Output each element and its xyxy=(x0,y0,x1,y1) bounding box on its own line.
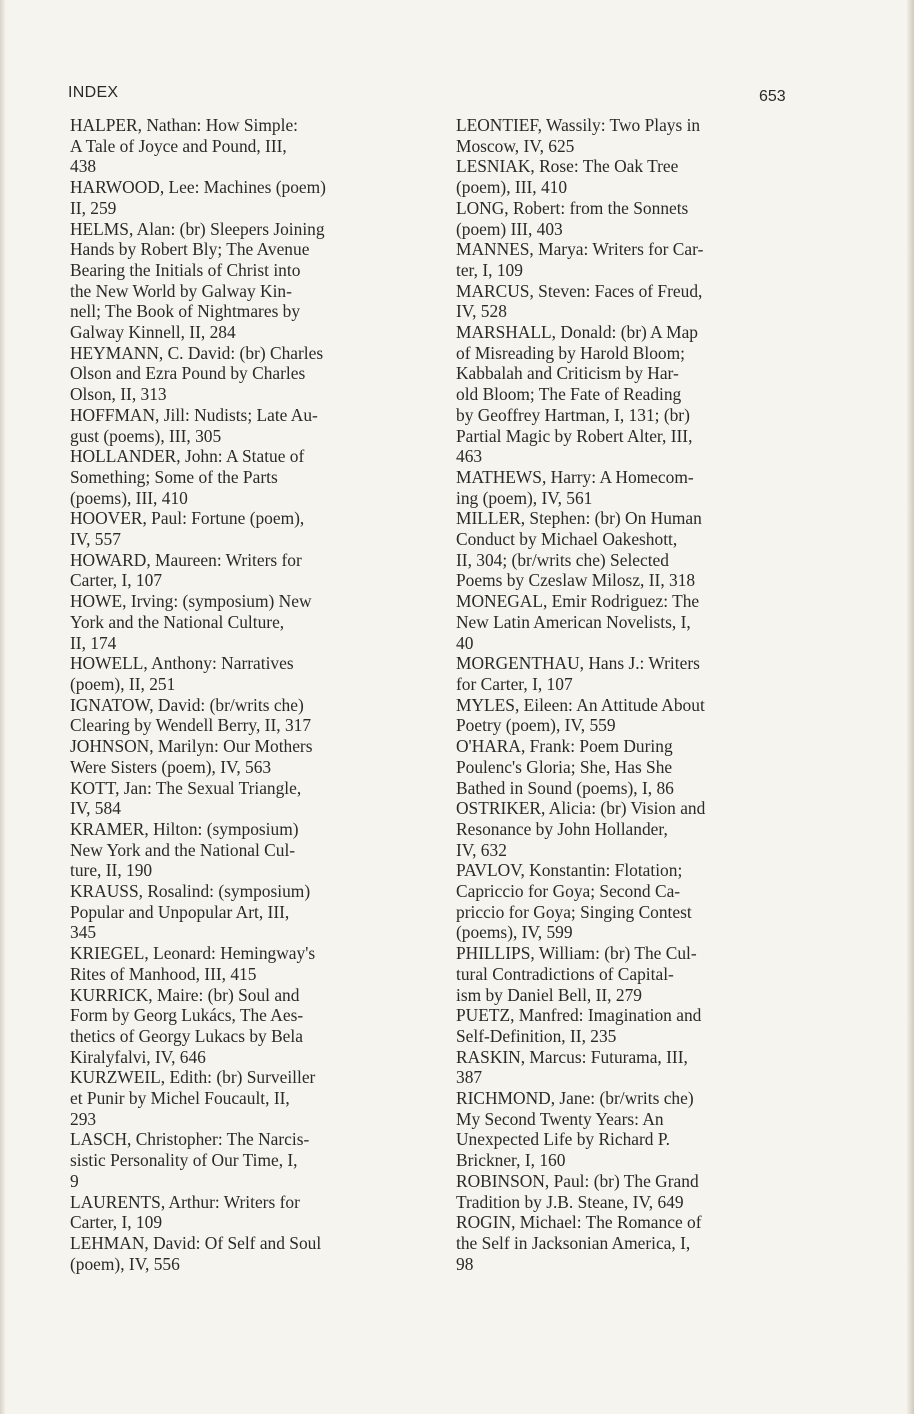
index-entry xyxy=(456,591,796,653)
index-entry-line: Unexpected Life by Richard P. xyxy=(456,1129,670,1150)
index-entry-line: HOWE, Irving: (symposium) New xyxy=(70,591,312,612)
index-entry-line: 387 xyxy=(456,1067,483,1088)
index-entry xyxy=(456,322,796,467)
index-entry-line: (poem), IV, 556 xyxy=(70,1253,180,1274)
index-entry-line: Partial Magic by Robert Alter, III, xyxy=(456,425,693,446)
index-entry-line: for Carter, I, 107 xyxy=(456,673,573,694)
index-entry-line: KOTT, Jan: The Sexual Triangle, xyxy=(70,777,302,798)
index-entry xyxy=(456,1047,796,1088)
index-entry xyxy=(456,1088,796,1171)
index-entry-line: KRAUSS, Rosalind: (symposium) xyxy=(70,881,311,902)
index-entry-line: ROGIN, Michael: The Romance of xyxy=(456,1212,702,1233)
page-edge-left xyxy=(0,0,6,1414)
index-entry xyxy=(456,239,796,280)
index-entry xyxy=(456,281,796,322)
index-entry xyxy=(456,1212,796,1274)
index-entry-line: KRAMER, Hilton: (symposium) xyxy=(70,818,299,839)
index-entry-line: IV, 557 xyxy=(70,529,121,550)
index-entry-line: nell; The Book of Nightmares by xyxy=(70,301,301,322)
index-entry xyxy=(70,115,410,177)
index-entry-line: (poem) III, 403 xyxy=(456,218,563,239)
index-entry xyxy=(456,198,796,239)
index-entry-line: PHILLIPS, William: (br) The Cul- xyxy=(456,943,697,964)
index-entry-line: ture, II, 190 xyxy=(70,860,153,881)
index-entry-line: KRIEGEL, Leonard: Hemingway's xyxy=(70,943,316,964)
index-entry-line: by Geoffrey Hartman, I, 131; (br) xyxy=(456,404,690,425)
index-entry-line: Rites of Manhood, III, 415 xyxy=(70,963,257,984)
index-entry-line: II, 174 xyxy=(70,632,117,653)
index-entry-line: LONG, Robert: from the Sonnets xyxy=(456,197,689,218)
index-entry-line: HALPER, Nathan: How Simple: xyxy=(70,115,298,135)
index-entry xyxy=(456,695,796,736)
index-entry-line: Bathed in Sound (poems), I, 86 xyxy=(456,777,674,798)
index-entry-line: Olson and Ezra Pound by Charles xyxy=(70,363,306,384)
index-entry xyxy=(456,860,796,943)
index-entry xyxy=(70,653,410,694)
index-column-left xyxy=(70,115,410,1274)
index-entry-line: the Self in Jacksonian America, I, xyxy=(456,1232,691,1253)
index-entry-line: 40 xyxy=(456,632,474,653)
index-entry xyxy=(70,881,410,943)
index-entry-line: JOHNSON, Marilyn: Our Mothers xyxy=(70,736,313,757)
index-entry-line: 345 xyxy=(70,922,97,943)
index-entry-line: KURZWEIL, Edith: (br) Surveiller xyxy=(70,1067,316,1088)
index-entry-line: thetics of Georgy Lukacs by Bela xyxy=(70,1025,303,1046)
running-head: INDEX xyxy=(68,84,119,101)
index-entry xyxy=(456,1005,796,1046)
index-column-right xyxy=(456,115,796,1274)
index-entry-line: old Bloom; The Fate of Reading xyxy=(456,384,682,405)
index-entry-line: OSTRIKER, Alicia: (br) Vision and xyxy=(456,798,706,819)
index-entry-line: O'HARA, Frank: Poem During xyxy=(456,736,673,757)
index-entry-line: Bearing the Initials of Christ into xyxy=(70,259,301,280)
index-entry xyxy=(70,985,410,1068)
index-entry-line: (poem), III, 410 xyxy=(456,177,568,198)
index-entry-line: IV, 632 xyxy=(456,839,507,860)
index-entry xyxy=(456,736,796,798)
index-entry-line: Carter, I, 109 xyxy=(70,1212,163,1233)
index-entry-line: ter, I, 109 xyxy=(456,259,523,280)
index-entry-line: New Latin American Novelists, I, xyxy=(456,611,691,632)
index-entry-line: (poem), II, 251 xyxy=(70,673,176,694)
index-entry-line: Were Sisters (poem), IV, 563 xyxy=(70,756,272,777)
index-entry-line: My Second Twenty Years: An xyxy=(456,1108,664,1129)
page-edge-right xyxy=(906,0,914,1414)
index-entry-line: tural Contradictions of Capital- xyxy=(456,963,674,984)
index-entry-line: ROBINSON, Paul: (br) The Grand xyxy=(456,1170,699,1191)
index-entry xyxy=(70,1067,410,1129)
index-entry-line: Kiralyfalvi, IV, 646 xyxy=(70,1046,206,1067)
index-entry-line: Something; Some of the Parts xyxy=(70,466,278,487)
index-entry-line: HOFFMAN, Jill: Nudists; Late Au- xyxy=(70,404,318,425)
index-entry-line: LESNIAK, Rose: The Oak Tree xyxy=(456,156,679,177)
index-entry-line: IV, 584 xyxy=(70,798,121,819)
index-entry xyxy=(70,736,410,777)
index-entry-line: PAVLOV, Konstantin: Flotation; xyxy=(456,860,683,881)
index-entry-line: Brickner, I, 160 xyxy=(456,1150,566,1171)
index-entry-line: gust (poems), III, 305 xyxy=(70,425,222,446)
index-entry xyxy=(70,343,410,405)
index-entry-line: (poems), III, 410 xyxy=(70,487,188,508)
index-entry-line: (poems), IV, 599 xyxy=(456,922,573,943)
index-entry-line: Poems by Czeslaw Milosz, II, 318 xyxy=(456,570,696,591)
index-entry xyxy=(456,115,796,156)
index-entry xyxy=(70,177,410,218)
index-entry xyxy=(456,653,796,694)
index-entry-line: the New World by Galway Kin- xyxy=(70,280,292,301)
index-entry-line: MILLER, Stephen: (br) On Human xyxy=(456,508,702,529)
index-entry-line: Poulenc's Gloria; She, Has She xyxy=(456,756,673,777)
index-entry-line: MARSHALL, Donald: (br) A Map xyxy=(456,322,699,343)
index-entry xyxy=(456,943,796,1005)
index-entry xyxy=(456,467,796,508)
index-entry-line: LEONTIEF, Wassily: Two Plays in xyxy=(456,115,701,135)
index-entry xyxy=(456,798,796,860)
index-entry-line: Moscow, IV, 625 xyxy=(456,135,575,156)
index-entry-line: Hands by Robert Bly; The Avenue xyxy=(70,239,310,260)
index-entry xyxy=(70,591,410,653)
index-entry-line: HOWARD, Maureen: Writers for xyxy=(70,549,302,570)
index-entry-line: 293 xyxy=(70,1108,97,1129)
index-entry-line: HELMS, Alan: (br) Sleepers Joining xyxy=(70,218,325,239)
index-entry-line: HOWELL, Anthony: Narratives xyxy=(70,653,294,674)
index-entry-line: Poetry (poem), IV, 559 xyxy=(456,715,616,736)
index-entry-line: II, 304; (br/writs che) Selected xyxy=(456,549,669,570)
index-entry-line: MANNES, Marya: Writers for Car- xyxy=(456,239,704,260)
index-entry-line: ing (poem), IV, 561 xyxy=(456,487,593,508)
index-entry xyxy=(70,405,410,446)
index-entry-line: MATHEWS, Harry: A Homecom- xyxy=(456,466,694,487)
index-entry xyxy=(70,1233,410,1274)
index-entry-line: Kabbalah and Criticism by Har- xyxy=(456,363,679,384)
index-entry-line: of Misreading by Harold Bloom; xyxy=(456,342,685,363)
index-entry-line: New York and the National Cul- xyxy=(70,839,296,860)
index-entry-line: Capriccio for Goya; Second Ca- xyxy=(456,881,681,902)
index-entry-line: HEYMANN, C. David: (br) Charles xyxy=(70,342,324,363)
index-entry xyxy=(70,1192,410,1233)
index-entry-line: MONEGAL, Emir Rodriguez: The xyxy=(456,591,700,612)
index-entry-line: Conduct by Michael Oakeshott, xyxy=(456,529,678,550)
index-entry-line: Popular and Unpopular Art, III, xyxy=(70,901,290,922)
index-entry-line: LASCH, Christopher: The Narcis- xyxy=(70,1129,310,1150)
index-entry xyxy=(456,1171,796,1212)
index-entry-line: et Punir by Michel Foucault, II, xyxy=(70,1088,290,1109)
index-entry-line: MORGENTHAU, Hans J.: Writers xyxy=(456,653,700,674)
index-entry-line: LAURENTS, Arthur: Writers for xyxy=(70,1191,300,1212)
index-entry-line: RASKIN, Marcus: Futurama, III, xyxy=(456,1046,688,1067)
index-entry-line: MARCUS, Steven: Faces of Freud, xyxy=(456,280,703,301)
index-entry xyxy=(70,778,410,819)
index-entry-line: priccio for Goya; Singing Contest xyxy=(456,901,692,922)
page-number: 653 xyxy=(759,88,786,105)
index-entry-line: HOOVER, Paul: Fortune (poem), xyxy=(70,508,305,529)
index-entry xyxy=(70,819,410,881)
index-entry xyxy=(70,446,410,508)
index-entry-line: HOLLANDER, John: A Statue of xyxy=(70,446,305,467)
index-entry xyxy=(70,943,410,984)
index-entry-line: RICHMOND, Jane: (br/writs che) xyxy=(456,1088,694,1109)
index-entry-line: KURRICK, Maire: (br) Soul and xyxy=(70,984,300,1005)
index-entry-line: ism by Daniel Bell, II, 279 xyxy=(456,984,642,1005)
index-entry-line: Olson, II, 313 xyxy=(70,384,167,405)
index-entry-line: Resonance by John Hollander, xyxy=(456,818,668,839)
index-entry-line: Self-Definition, II, 235 xyxy=(456,1025,617,1046)
index-entry-line: A Tale of Joyce and Pound, III, xyxy=(70,135,287,156)
index-entry-line: MYLES, Eileen: An Attitude About xyxy=(456,694,705,715)
index-entry-line: York and the National Culture, xyxy=(70,611,285,632)
index-entry-line: IGNATOW, David: (br/writs che) xyxy=(70,694,304,715)
index-entry-line: LEHMAN, David: Of Self and Soul xyxy=(70,1232,322,1253)
index-entry-line: 463 xyxy=(456,446,483,467)
index-entry xyxy=(456,508,796,591)
index-entry xyxy=(70,219,410,343)
index-entry-line: IV, 528 xyxy=(456,301,507,322)
index-entry-line: 98 xyxy=(456,1253,474,1274)
index-entry-line: Form by Georg Lukács, The Aes- xyxy=(70,1005,304,1026)
index-entry-line: 9 xyxy=(70,1170,79,1191)
index-entry-line: PUETZ, Manfred: Imagination and xyxy=(456,1005,702,1026)
index-entry-line: II, 259 xyxy=(70,197,117,218)
index-entry xyxy=(70,550,410,591)
index-entry xyxy=(70,1129,410,1191)
index-entry-line: HARWOOD, Lee: Machines (poem) xyxy=(70,177,326,198)
index-entry-line: Galway Kinnell, II, 284 xyxy=(70,322,236,343)
index-entry-line: Tradition by J.B. Steane, IV, 649 xyxy=(456,1191,684,1212)
index-entry-line: 438 xyxy=(70,156,97,177)
index-entry xyxy=(70,508,410,549)
index-entry xyxy=(70,695,410,736)
index-entry-line: Carter, I, 107 xyxy=(70,570,163,591)
index-entry-line: sistic Personality of Our Time, I, xyxy=(70,1150,298,1171)
index-entry-line: Clearing by Wendell Berry, II, 317 xyxy=(70,715,312,736)
index-entry xyxy=(456,156,796,197)
